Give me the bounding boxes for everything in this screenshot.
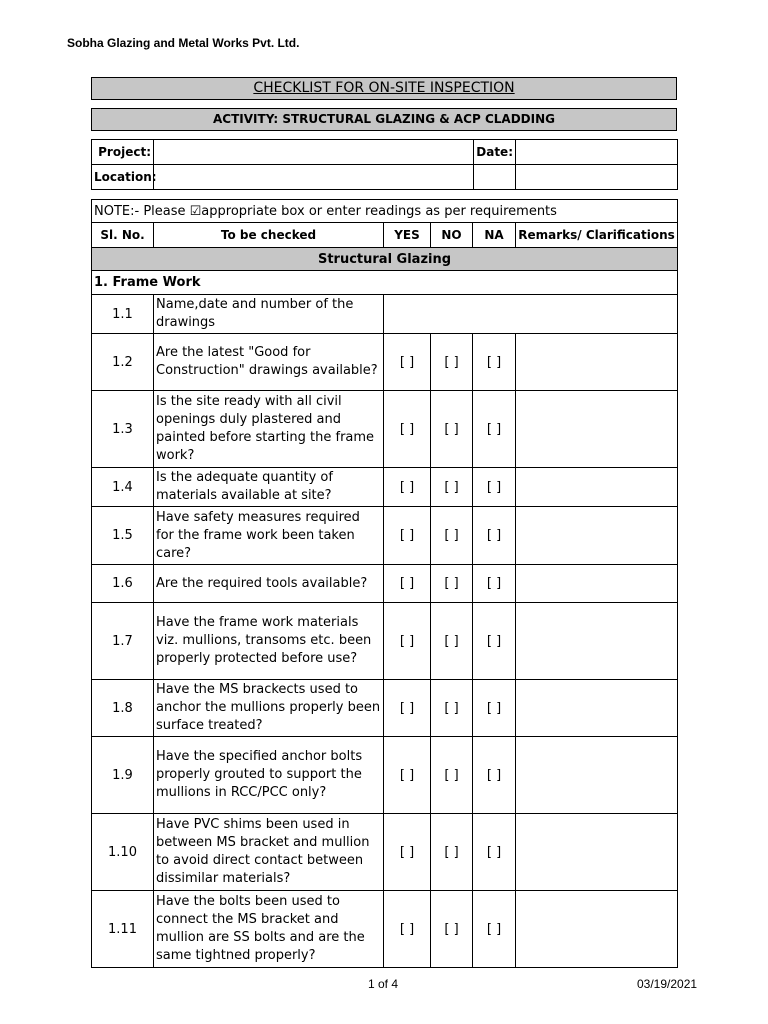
yes-checkbox[interactable]: [ ] [384,565,431,603]
project-field[interactable] [154,140,474,165]
na-checkbox[interactable]: [ ] [473,814,516,891]
checklist-title: CHECKLIST FOR ON-SITE INSPECTION [91,77,677,100]
no-checkbox[interactable]: [ ] [431,565,473,603]
column-header-row [92,223,678,248]
checklist-row [92,891,678,968]
item-answer-field[interactable] [384,295,678,334]
company-name: Sobha Glazing and Metal Works Pvt. Ltd. [67,36,300,50]
remarks-field[interactable] [516,680,678,737]
activity-title: ACTIVITY: STRUCTURAL GLAZING & ACP CLADDING [91,108,677,131]
col-na: NA [473,223,516,248]
item-number: 1.4 [92,468,154,507]
item-number: 1.7 [92,603,154,680]
no-checkbox[interactable]: [ ] [431,507,473,565]
yes-checkbox[interactable]: [ ] [384,814,431,891]
footer-date: 03/19/2021 [637,977,698,991]
blank-cell [474,165,516,190]
item-question: Is the adequate quantity of materials available at site? [154,468,384,507]
checklist-row [92,295,678,334]
blank-cell [516,165,678,190]
checkbox-checked-icon: ☑ [189,203,202,219]
section-title: Structural Glazing [92,248,678,271]
col-no: NO [431,223,473,248]
yes-checkbox[interactable]: [ ] [384,603,431,680]
na-checkbox[interactable]: [ ] [473,603,516,680]
item-number: 1.9 [92,737,154,814]
item-question: Have safety measures required for the frame work been taken care? [154,507,384,565]
note-row [92,200,678,223]
no-checkbox[interactable]: [ ] [431,680,473,737]
item-question: Name,date and number of the drawings [154,295,384,334]
yes-checkbox[interactable]: [ ] [384,507,431,565]
item-number: 1.3 [92,391,154,468]
item-question: Are the latest "Good for Construction" drawings available? [154,334,384,391]
remarks-field[interactable] [516,737,678,814]
remarks-field[interactable] [516,565,678,603]
checklist-table [91,199,678,968]
no-checkbox[interactable]: [ ] [431,391,473,468]
checklist-row [92,468,678,507]
no-checkbox[interactable]: [ ] [431,891,473,968]
remarks-field[interactable] [516,334,678,391]
project-info-table [91,139,678,190]
page-number: 1 of 4 [368,977,399,991]
col-sl-no: Sl. No. [92,223,154,248]
location-field[interactable] [154,165,474,190]
item-number: 1.6 [92,565,154,603]
na-checkbox[interactable]: [ ] [473,680,516,737]
date-label: Date: [474,140,516,165]
item-question: Have the MS brackects used to anchor the mullions properly been surface treated? [154,680,384,737]
checklist-row [92,814,678,891]
yes-checkbox[interactable]: [ ] [384,737,431,814]
na-checkbox[interactable]: [ ] [473,891,516,968]
item-question: Have the specified anchor bolts properly grouted to support the mullions in RCC/PCC only? [154,737,384,814]
yes-checkbox[interactable]: [ ] [384,334,431,391]
subsection-title: 1. Frame Work [92,271,678,295]
item-question: Are the required tools available? [154,565,384,603]
col-to-be-checked: To be checked [154,223,384,248]
na-checkbox[interactable]: [ ] [473,507,516,565]
checklist-row [92,680,678,737]
checklist-row [92,334,678,391]
item-question: Have the bolts been used to connect the MS bracket and mullion are SS bolts and are the same tightned properly? [154,891,384,968]
item-question: Is the site ready with all civil openings duly plastered and painted before starting the frame work? [154,391,384,468]
checklist-row [92,603,678,680]
note-text-after: appropriate box or enter readings as per requirements [201,203,557,219]
item-number: 1.5 [92,507,154,565]
item-number: 1.8 [92,680,154,737]
item-number: 1.2 [92,334,154,391]
no-checkbox[interactable]: [ ] [431,814,473,891]
note-text-before: NOTE:- Please [94,203,190,219]
yes-checkbox[interactable]: [ ] [384,468,431,507]
remarks-field[interactable] [516,507,678,565]
yes-checkbox[interactable]: [ ] [384,391,431,468]
item-number: 1.1 [92,295,154,334]
na-checkbox[interactable]: [ ] [473,334,516,391]
checklist-row [92,737,678,814]
remarks-field[interactable] [516,391,678,468]
no-checkbox[interactable]: [ ] [431,468,473,507]
no-checkbox[interactable]: [ ] [431,334,473,391]
na-checkbox[interactable]: [ ] [473,737,516,814]
no-checkbox[interactable]: [ ] [431,737,473,814]
checklist-row [92,507,678,565]
na-checkbox[interactable]: [ ] [473,391,516,468]
item-number: 1.10 [92,814,154,891]
yes-checkbox[interactable]: [ ] [384,680,431,737]
project-label: Project: [92,140,154,165]
no-checkbox[interactable]: [ ] [431,603,473,680]
item-question: Have PVC shims been used in between MS bracket and mullion to avoid direct contact between dissimilar materials? [154,814,384,891]
col-remarks: Remarks/ Clarifications [516,223,678,248]
remarks-field[interactable] [516,603,678,680]
col-yes: YES [384,223,431,248]
remarks-field[interactable] [516,814,678,891]
location-label: Location: [92,165,154,190]
checklist-row [92,565,678,603]
yes-checkbox[interactable]: [ ] [384,891,431,968]
remarks-field[interactable] [516,891,678,968]
na-checkbox[interactable]: [ ] [473,468,516,507]
item-question: Have the frame work materials viz. mullions, transoms etc. been properly protected before use? [154,603,384,680]
date-field[interactable] [516,140,678,165]
na-checkbox[interactable]: [ ] [473,565,516,603]
item-number: 1.11 [92,891,154,968]
remarks-field[interactable] [516,468,678,507]
checklist-row [92,391,678,468]
